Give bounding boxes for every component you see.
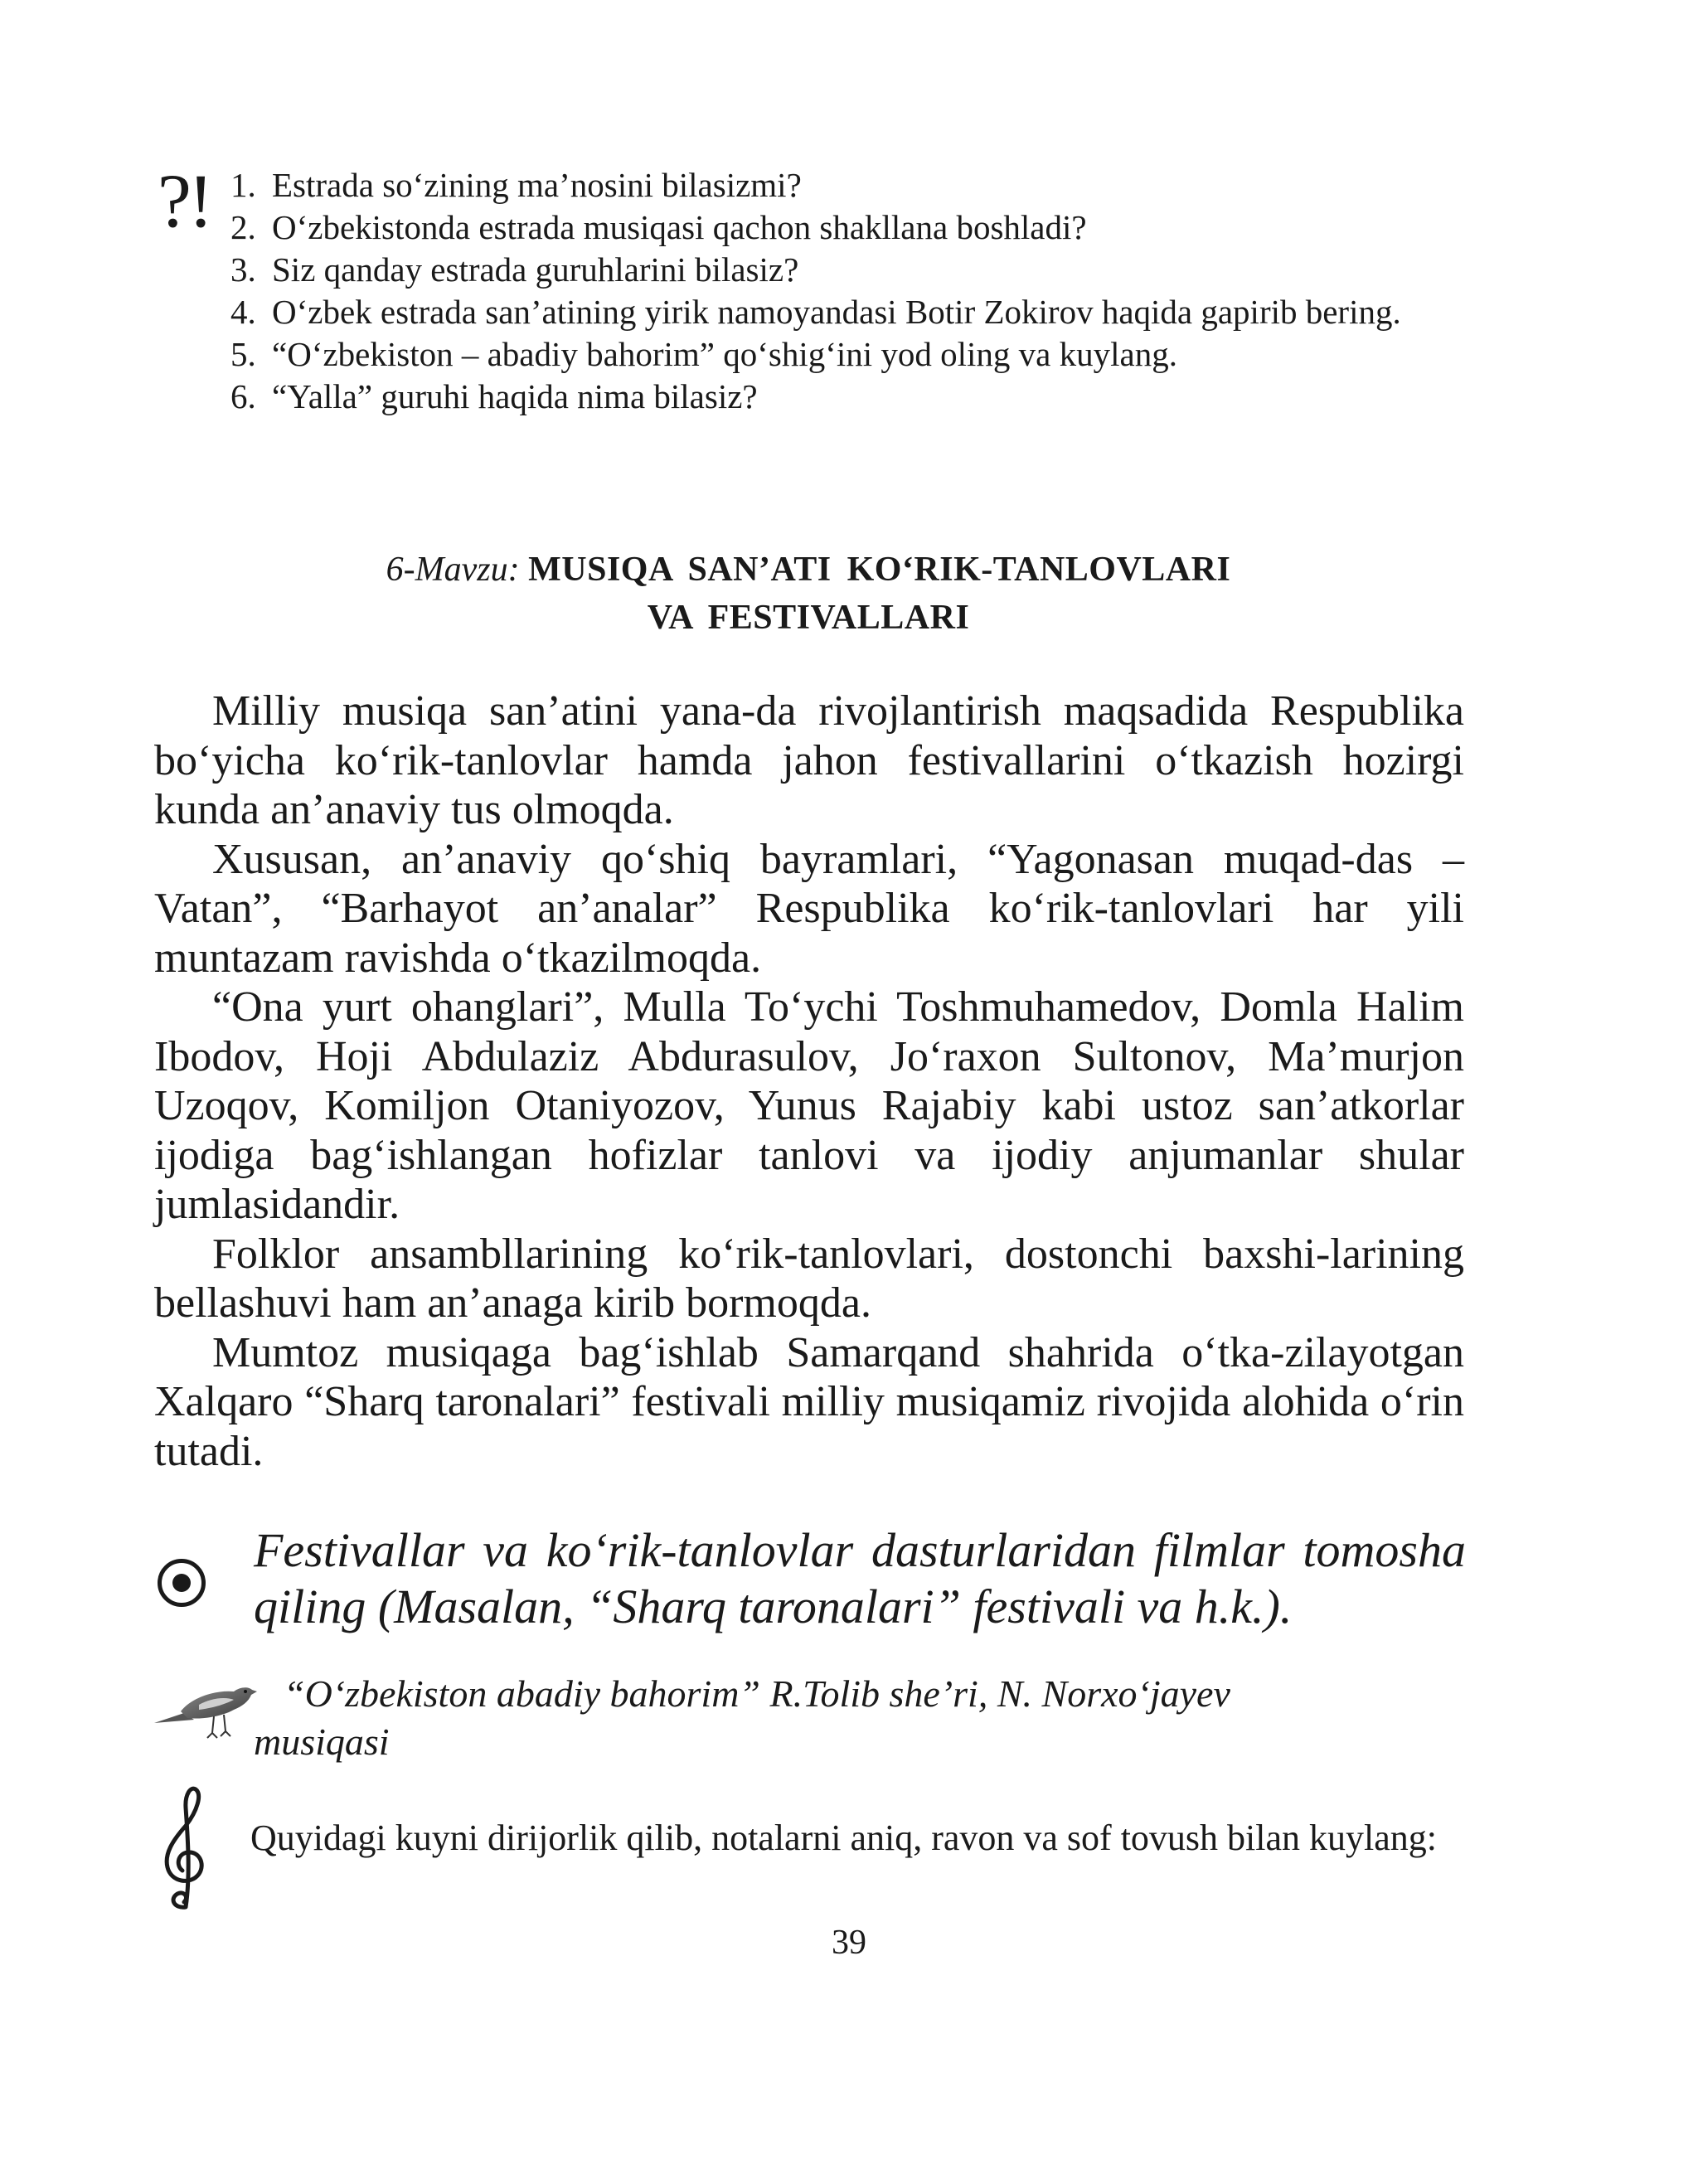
film-task-text: Festivallar va ko‘rik-tanlovlar dasturlaridan filmlar tomosha qiling (Masalan, “Sharq taronalari” festivali va h.k.).: [254, 1523, 1466, 1633]
question-item: [230, 249, 1466, 291]
question-exclamation-icon: ?!: [158, 158, 211, 243]
question-number: 6.: [230, 377, 256, 415]
question-number: 2.: [230, 208, 256, 246]
song-title-line2: musiqasi: [254, 1721, 390, 1763]
question-number: 5.: [230, 335, 256, 373]
page-number: 39: [832, 1924, 866, 1962]
question-item: [230, 291, 1466, 333]
body-text: [154, 687, 1464, 1476]
question-text: Siz qanday estrada guruhlarini bilasiz?: [272, 250, 799, 289]
topic-title-line2: VA FESTIVALLARI: [647, 599, 970, 637]
body-paragraph: Milliy musiqa san’atini yana-da rivojlantirish maqsadida Respublika bo‘yicha ko‘rik-tanlovlar hamda jahon festivallarini o‘tkazish hozirgi kunda an’anaviy tus olmoqda.: [154, 687, 1464, 833]
topic-heading-line1: [149, 546, 1468, 594]
treble-clef-icon: [158, 1783, 211, 1915]
question-item: [230, 206, 1466, 249]
body-paragraph: “Ona yurt ohanglari”, Mulla To‘ychi Toshmuhamedov, Domla Halim Ibodov, Hoji Abdulaziz Abdurasulov, Jo‘raxon Sultonov, Ma’murjon Uzoqov, Komiljon Otaniyozov, Yunus Rajabiy kabi ustoz san’atkorlar ijodiga bag‘ishlangan hofizlar tanlovi va ijodiy anjumanlar shular jumlasidandir.: [154, 983, 1464, 1228]
question-text: O‘zbekistonda estrada musiqasi qachon shakllana boshladi?: [272, 208, 1087, 246]
question-number: 1.: [230, 166, 256, 204]
question-text: “O‘zbekiston – abadiy bahorim” qo‘shig‘ini yod oling va kuylang.: [272, 335, 1177, 373]
questions-list: [230, 164, 1466, 418]
body-paragraph: Mumtoz musiqaga bag‘ishlab Samarqand shahrida o‘tka-zilayotgan Xalqaro “Sharq taronalari” festivali milliy musiqamiz rivojida alohida o‘rin tutadi.: [154, 1328, 1464, 1475]
watch-film-icon: [158, 1559, 206, 1607]
body-paragraph: Folklor ansambllarining ko‘rik-tanlovlari, dostonchi baxshi-larining bellashuvi ham an’anaga kirib bormoqda.: [154, 1230, 1464, 1327]
bird-icon: [151, 1672, 260, 1748]
question-number: 3.: [230, 250, 256, 289]
singing-task-text: Quyidagi kuyni dirijorlik qilib, notalarni aniq, ravon va sof tovush bilan kuylang:: [250, 1818, 1438, 1858]
song-title: [254, 1670, 1466, 1766]
question-text: Estrada so‘zining ma’nosini bilasizmi?: [272, 166, 802, 204]
topic-heading: [149, 546, 1468, 642]
question-number: 4.: [230, 293, 256, 331]
question-text: “Yalla” guruhi haqida nima bilasiz?: [272, 377, 758, 415]
topic-title-line1: MUSIQA SAN’ATI KO‘RIK-TANLOVLARI: [528, 551, 1231, 589]
topic-label: 6-Mavzu:: [386, 551, 520, 589]
song-title-line1: “O‘zbekiston abadiy bahorim” R.Tolib she’ri, N. Norxo‘jayev: [284, 1672, 1230, 1715]
question-item: [230, 376, 1466, 418]
question-text: O‘zbek estrada san’atining yirik namoyandasi Botir Zokirov haqida gapirib bering.: [272, 293, 1401, 331]
question-item: [230, 164, 1466, 206]
body-paragraph: Xususan, an’anaviy qo‘shiq bayramlari, “Yagonasan muqad-das – Vatan”, “Barhayot an’analar” Respublika ko‘rik-tanlovlari har yili muntazam ravishda o‘tkazilmoqda.: [154, 835, 1464, 982]
question-item: [230, 333, 1466, 376]
